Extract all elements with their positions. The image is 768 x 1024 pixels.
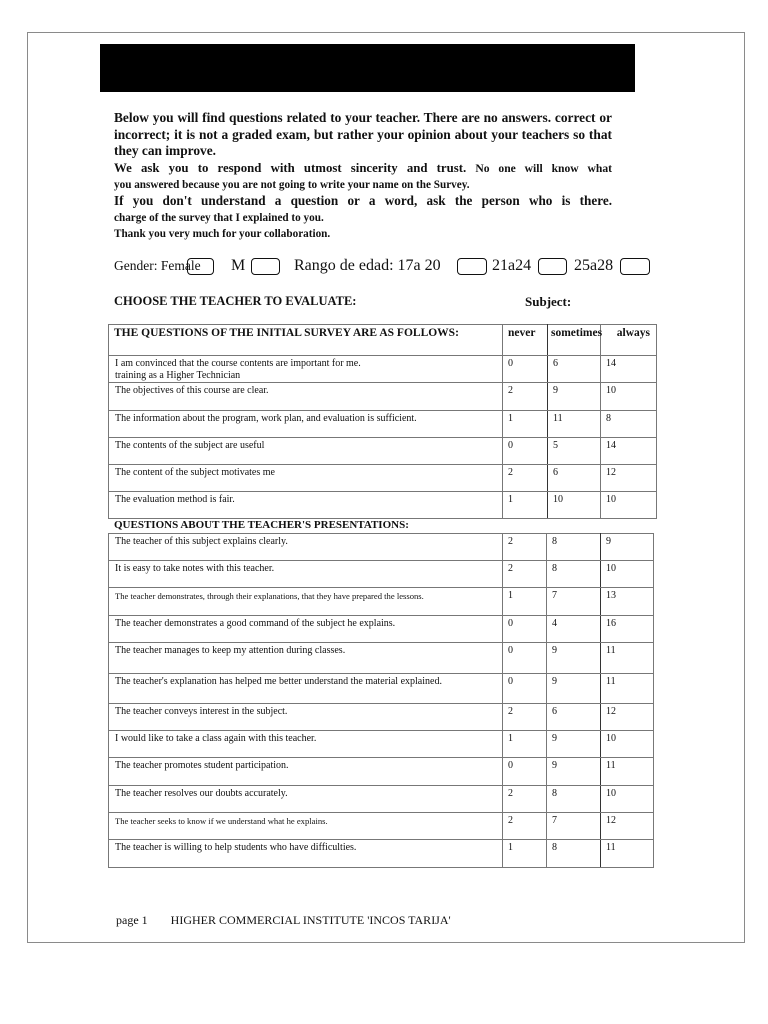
table-row — [109, 704, 654, 731]
never-cell: 1 — [503, 840, 547, 868]
choose-teacher-label: CHOOSE THE TEACHER TO EVALUATE: — [114, 294, 357, 308]
never-cell: 0 — [503, 674, 547, 704]
never-cell: 2 — [503, 383, 548, 411]
initial-survey-table — [108, 324, 657, 519]
never-cell: 0 — [503, 616, 547, 643]
sometimes-cell: 7 — [547, 588, 601, 616]
question-cell: The evaluation method is fair. — [109, 492, 503, 519]
question-cell: The teacher's explanation has helped me better understand the material explained. — [109, 674, 503, 704]
table-row — [109, 758, 654, 786]
age-21-24-label: 21a24 — [492, 257, 532, 274]
always-cell: 10 — [601, 786, 654, 813]
survey-instructions — [114, 110, 612, 242]
sometimes-cell: 6 — [547, 704, 601, 731]
question-cell: The objectives of this course are clear. — [109, 383, 503, 411]
gender-male-checkbox[interactable] — [251, 258, 280, 275]
never-cell: 2 — [503, 786, 547, 813]
sometimes-cell: 11 — [548, 411, 601, 438]
always-cell: 8 — [601, 411, 657, 438]
always-cell: 11 — [601, 840, 654, 868]
question-text: I am convinced that the course contents are important for me. — [115, 358, 361, 369]
table-row — [109, 465, 657, 492]
question-cell: The teacher is willing to help students who have difficulties. — [109, 840, 503, 868]
table-row — [109, 411, 657, 438]
never-cell: 0 — [503, 438, 548, 465]
always-cell: 9 — [601, 534, 654, 561]
age-17-20-checkbox[interactable] — [457, 258, 487, 275]
table-row — [109, 492, 657, 519]
sometimes-cell: 9 — [547, 643, 601, 674]
sometimes-cell: 8 — [547, 561, 601, 588]
sometimes-cell: 8 — [547, 786, 601, 813]
question-cell: The teacher manages to keep my attention during classes. — [109, 643, 503, 674]
question-column-header: THE QUESTIONS OF THE INITIAL SURVEY ARE AS FOLLOWS: — [109, 325, 503, 356]
intro-paragraph-6: Thank you very much for your collaboration. — [114, 227, 331, 240]
never-cell: 0 — [503, 643, 547, 674]
table-row — [109, 588, 654, 616]
sometimes-cell: 7 — [547, 813, 601, 840]
never-cell: 1 — [503, 731, 547, 758]
table-row — [109, 383, 657, 411]
redacted-header-bar — [100, 44, 635, 92]
table-row — [109, 674, 654, 704]
question-cell: The contents of the subject are useful — [109, 438, 503, 465]
table-header-row — [109, 325, 657, 356]
table-row — [109, 534, 654, 561]
sometimes-cell: 8 — [547, 840, 601, 868]
intro-paragraph-1: Below you will find questions related to your teacher. There are no answers. correct or incorrect; it is not a graded exam, but rather your opinion about your teachers so that they can improve. — [114, 110, 612, 158]
sometimes-cell: 9 — [547, 758, 601, 786]
question-cell: The information about the program, work plan, and evaluation is sufficient. — [109, 411, 503, 438]
question-cell: The teacher demonstrates, through their explanations, that they have prepared the lessons. — [109, 588, 503, 616]
question-cell — [109, 356, 503, 383]
sometimes-cell: 9 — [547, 674, 601, 704]
always-cell: 10 — [601, 561, 654, 588]
never-cell: 2 — [503, 561, 547, 588]
question-cell: The teacher conveys interest in the subject. — [109, 704, 503, 731]
table-row — [109, 840, 654, 868]
never-cell: 2 — [503, 813, 547, 840]
never-cell: 2 — [503, 465, 548, 492]
sometimes-cell: 9 — [548, 383, 601, 411]
sometimes-cell: 5 — [548, 438, 601, 465]
sometimes-cell: 8 — [547, 534, 601, 561]
question-cell: The teacher promotes student participation. — [109, 758, 503, 786]
table-row — [109, 731, 654, 758]
gender-label: Gender: Female — [114, 258, 201, 273]
always-cell: 12 — [601, 813, 654, 840]
institute-name: HIGHER COMMERCIAL INSTITUTE 'INCOS TARIJA' — [170, 913, 451, 927]
question-cell: The teacher demonstrates a good command of the subject he explains. — [109, 616, 503, 643]
gender-female-checkbox[interactable] — [187, 258, 214, 275]
never-cell: 0 — [503, 758, 547, 786]
question-cell: I would like to take a class again with this teacher. — [109, 731, 503, 758]
always-cell: 12 — [601, 704, 654, 731]
intro-paragraph-5: charge of the survey that I explained to you. — [114, 211, 324, 224]
always-cell: 13 — [601, 588, 654, 616]
page-footer — [116, 913, 471, 928]
table-row — [109, 561, 654, 588]
table-row — [109, 616, 654, 643]
age-range-label: Rango de edad: 17a 20 — [294, 257, 441, 274]
question-cell: The content of the subject motivates me — [109, 465, 503, 492]
table-row — [109, 813, 654, 840]
table-row — [109, 438, 657, 465]
always-cell: 12 — [601, 465, 657, 492]
always-cell: 11 — [601, 674, 654, 704]
gender-male-label: M — [231, 257, 246, 274]
table-row — [109, 356, 657, 383]
question-cell: It is easy to take notes with this teacher. — [109, 561, 503, 588]
never-cell: 1 — [503, 588, 547, 616]
always-cell: 10 — [601, 492, 657, 519]
section-title-teacher-presentations: QUESTIONS ABOUT THE TEACHER'S PRESENTATIONS: — [114, 519, 409, 531]
never-cell: 1 — [503, 492, 548, 519]
sometimes-cell: 10 — [548, 492, 601, 519]
always-cell: 14 — [601, 356, 657, 383]
always-cell: 11 — [601, 643, 654, 674]
question-cell: The teacher resolves our doubts accurately. — [109, 786, 503, 813]
sometimes-cell: 4 — [547, 616, 601, 643]
never-cell: 2 — [503, 534, 547, 561]
age-21-24-checkbox[interactable] — [538, 258, 567, 275]
question-cell: The teacher seeks to know if we understand what he explains. — [109, 813, 503, 840]
sometimes-cell: 9 — [547, 731, 601, 758]
table-row — [109, 643, 654, 674]
sometimes-cell: 6 — [548, 465, 601, 492]
sometimes-cell: 6 — [548, 356, 601, 383]
age-25-28-checkbox[interactable] — [620, 258, 650, 275]
teacher-presentations-table — [108, 533, 654, 868]
intro-paragraph-2 — [114, 160, 612, 178]
intro-paragraph-2-main: We ask you to respond with utmost sincerity and trust. — [114, 160, 467, 175]
always-cell: 10 — [601, 731, 654, 758]
question-text-continued: training as a Higher Technician — [115, 370, 241, 381]
intro-paragraph-2-tail: No one will know what — [475, 161, 613, 175]
age-25-28-label: 25a28 — [574, 257, 614, 274]
sometimes-column-header: sometimes — [548, 325, 601, 356]
subject-label: Subject: — [525, 294, 572, 309]
question-cell: The teacher of this subject explains clearly. — [109, 534, 503, 561]
always-column-header: always — [601, 325, 657, 356]
always-cell: 16 — [601, 616, 654, 643]
never-cell: 0 — [503, 356, 548, 383]
intro-paragraph-3: you answered because you are not going to write your name on the Survey. — [114, 179, 470, 191]
table-row — [109, 786, 654, 813]
page-number: page 1 — [116, 913, 148, 927]
intro-paragraph-4: If you don't understand a question or a word, ask the person who is there. — [114, 193, 612, 208]
never-cell: 1 — [503, 411, 548, 438]
always-cell: 14 — [601, 438, 657, 465]
demographics-row — [114, 256, 674, 280]
never-cell: 2 — [503, 704, 547, 731]
always-cell: 11 — [601, 758, 654, 786]
always-cell: 10 — [601, 383, 657, 411]
never-column-header: never — [503, 325, 548, 356]
